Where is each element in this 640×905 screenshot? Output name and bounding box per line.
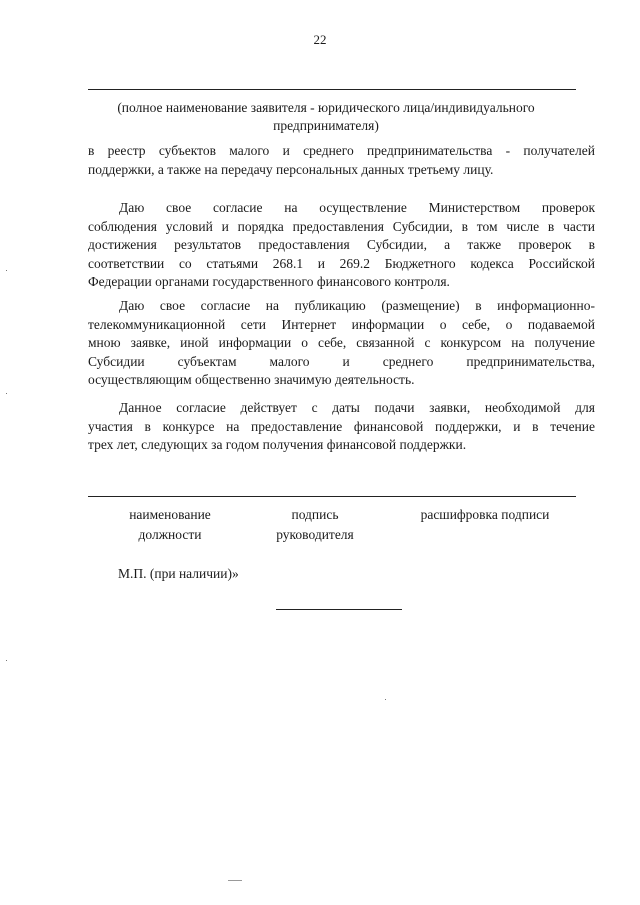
consent-inspection-paragraph — [88, 199, 595, 292]
label-line: руководителя — [276, 527, 354, 542]
paragraph-line: трех лет, следующих за годом получения финансовой поддержки. — [88, 437, 467, 452]
paragraph-line: телекоммуникационной сети Интернет информации о себе, о подаваемой — [88, 316, 595, 332]
applicant-name-line — [88, 89, 576, 90]
paragraph-line: соответствии со статьями 268.1 и 269.2 Бюджетного кодекса Российской — [88, 255, 595, 271]
applicant-caption — [96, 99, 556, 135]
label-line: подпись — [291, 507, 339, 522]
paragraph-line: осуществляющим общественно значимую деятельность. — [88, 372, 415, 387]
paragraph-line: достижения результатов предоставления Субсидии, а также проверок в — [88, 237, 595, 252]
applicant-caption-line: (полное наименование заявителя - юридического лица/индивидуального — [117, 100, 535, 115]
signature-line — [88, 496, 576, 497]
paragraph-line: мною заявке, иной информации о себе, связанной с конкурсом на получение — [88, 335, 595, 350]
label-line: должности — [138, 527, 202, 542]
paragraph-line: в реестр субъектов малого и среднего предпринимательства - получателей — [88, 143, 595, 158]
scan-speck — [6, 393, 7, 394]
paragraph-line: Даю свое согласие на публикацию (размещение) в информационно- — [119, 298, 595, 313]
label-line: расшифровка подписи — [420, 507, 550, 522]
scan-speck — [385, 699, 386, 700]
scan-speck — [6, 270, 7, 271]
label-line: наименование — [129, 507, 211, 522]
paragraph-line: Федерации органами государственного финансового контроля. — [88, 274, 450, 289]
consent-publication-paragraph — [88, 297, 595, 390]
page-number: 22 — [313, 32, 327, 47]
paragraph-line: Данное согласие действует с даты подачи заявки, необходимой для — [119, 400, 595, 415]
position-title-label — [100, 505, 240, 545]
stamp-label: М.П. (при наличии)» — [118, 566, 239, 581]
applicant-caption-line: предпринимателя) — [273, 118, 379, 133]
signature-decoding-label — [400, 505, 570, 525]
consent-registry-paragraph — [88, 142, 595, 179]
end-of-form-line — [276, 609, 402, 610]
paragraph-line: участия в конкурсе на предоставление финансовой поддержки, и в течение — [88, 418, 595, 434]
head-signature-label — [250, 505, 380, 545]
paragraph-line: Даю свое согласие на осуществление Министерством проверок — [119, 200, 595, 215]
scan-speck — [228, 880, 242, 881]
paragraph-line: соблюдения условий и порядка предоставления Субсидии, в том числе в части — [88, 218, 595, 234]
paragraph-line: Субсидии субъектам малого и среднего предпринимательства, — [88, 353, 595, 369]
paragraph-line: поддержки, а также на передачу персональных данных третьему лицу. — [88, 161, 494, 177]
scan-speck — [6, 660, 7, 661]
consent-validity-paragraph — [88, 399, 595, 455]
